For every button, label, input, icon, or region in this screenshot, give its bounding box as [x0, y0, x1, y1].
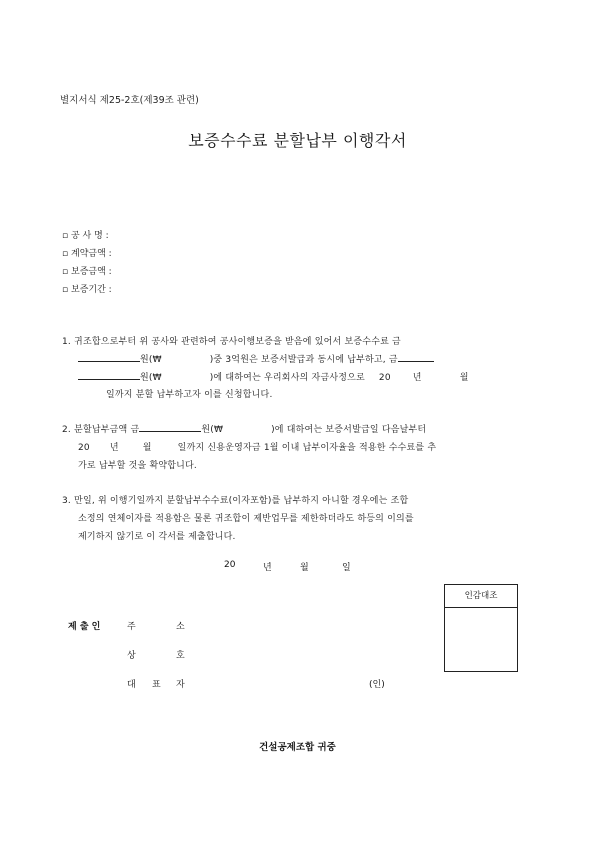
address-label-b: 소 [176, 622, 185, 632]
year-label: 년 [109, 443, 119, 453]
clause1-text: )중 3억원은 보증서발급과 동시에 납부하고, 금 [209, 355, 398, 365]
info-guarantee-amount [62, 264, 112, 277]
info-guarantee-period [62, 282, 112, 295]
date-month-label: 월 [300, 563, 309, 573]
trade-name-label-a: 상 [127, 651, 136, 661]
clause2-text: )에 대하여는 보증서발급일 다음날부터 [271, 425, 427, 435]
seal-comparison-box [444, 584, 518, 672]
info-label: 보증금액 : [71, 267, 112, 277]
clause1-line4: 일까지 분할 납부하고자 이를 신청합니다. [106, 390, 273, 400]
bullet-icon: ▫ [62, 267, 69, 277]
date-year: 20 [224, 560, 236, 570]
seal-comparison-label: 인감대조 [445, 585, 517, 608]
amount-blank [398, 352, 434, 362]
won-label: 원(₩ [201, 425, 224, 435]
won-label: 원(₩ [140, 373, 162, 383]
info-project-name [62, 228, 109, 241]
year-prefix: 20 [78, 443, 90, 453]
date-year-label: 년 [263, 563, 272, 573]
bullet-icon: ▫ [62, 285, 69, 295]
clause3-line1: 3. 만일, 위 이행기일까지 분할납부수수료(이자포함)를 납부하지 아니할 경우에는 조합 [62, 496, 409, 506]
clause1-line1: 1. 귀조합으로부터 위 공사와 관련하여 공사이행보증을 받음에 있어서 보증수수료 금 [62, 337, 401, 347]
clause2-line3: 가로 납부할 것을 확약합니다. [78, 461, 197, 471]
bullet-icon: ▫ [62, 231, 69, 241]
month-label: 월 [459, 373, 469, 383]
form-reference: 별지서식 제25-2호(제39조 관련) [60, 95, 199, 106]
submitter-label: 제 출 인 [68, 622, 101, 632]
representative-label-a: 대 [127, 680, 136, 690]
representative-label-b: 표 [152, 680, 161, 690]
clause1-text: )에 대하여는 우리회사의 자금사정으로 [209, 373, 365, 383]
month-label: 월 [142, 443, 152, 453]
clause1-line2 [78, 352, 434, 365]
clause3-line2: 소정의 연체이자를 적용함은 물론 귀조합이 제반업무를 제한하더라도 하등의 이의를 [78, 514, 414, 524]
date-day-label: 일 [342, 563, 351, 573]
clause1-line3 [78, 370, 469, 383]
info-label: 보증기간 : [71, 285, 112, 295]
clause2-text: 2. 분할납부금액 금 [62, 425, 140, 435]
amount-blank [78, 370, 140, 380]
year-prefix: 20 [378, 373, 391, 383]
info-contract-amount [62, 246, 112, 259]
clause2-text: 일까지 신용운영자금 1월 이내 납부이자율을 적용한 수수료를 추 [177, 443, 437, 453]
recipient-footer: 건설공제조합 귀중 [259, 742, 336, 753]
clause2-line2 [78, 440, 436, 453]
info-label: 계약금액 : [71, 249, 112, 259]
seal-mark: (인) [369, 680, 385, 690]
representative-label-c: 자 [176, 680, 185, 690]
won-label: 원(₩ [140, 355, 162, 365]
amount-blank [139, 422, 201, 432]
bullet-icon: ▫ [62, 249, 69, 259]
page-title: 보증수수료 분할납부 이행각서 [188, 131, 407, 150]
year-label: 년 [412, 373, 422, 383]
info-label: 공 사 명 : [71, 231, 109, 241]
address-label-a: 주 [127, 622, 136, 632]
trade-name-label-b: 호 [176, 651, 185, 661]
clause2-line1 [62, 422, 426, 435]
amount-blank [78, 352, 140, 362]
clause3-line3: 제기하지 않기로 이 각서를 제출합니다. [78, 532, 236, 542]
